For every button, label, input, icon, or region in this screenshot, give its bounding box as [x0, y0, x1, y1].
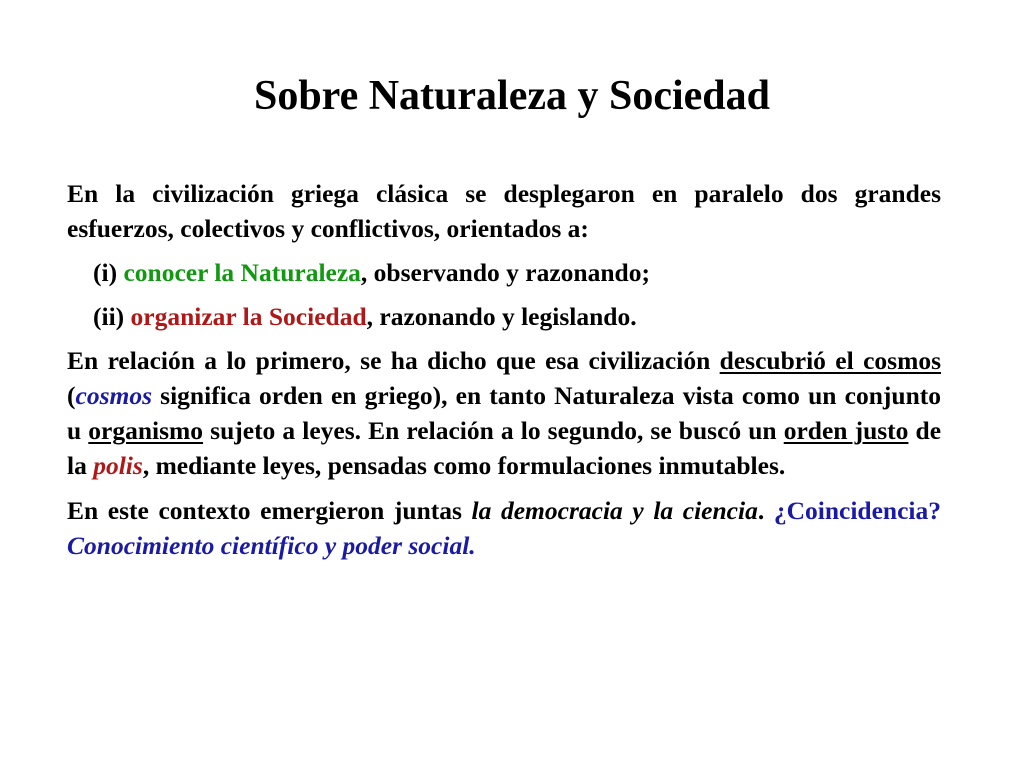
text-run: ( — [67, 381, 76, 410]
cosmos-term: cosmos — [75, 381, 152, 410]
cosmos-paragraph — [67, 343, 941, 483]
question-phrase: ¿Coincidencia? — [773, 496, 942, 525]
text-run: En relación a lo primero, se ha dicho que esa civilización — [67, 346, 720, 375]
text-run: significa orden en griego), en tanto Naturaleza vista como un conjunto u — [67, 381, 941, 445]
slide-body — [67, 176, 941, 563]
underlined-phrase: orden justo — [783, 416, 909, 445]
closing-phrase: Conocimiento científico y poder social. — [67, 531, 476, 560]
text-run: sujeto a leyes. En relación a lo segundo, se buscó un — [203, 416, 784, 445]
list-item-society — [93, 299, 941, 334]
text-run: . — [757, 496, 765, 525]
underlined-phrase: descubrió el cosmos — [719, 346, 941, 375]
emphasis-phrase: la democracia y la ciencia — [471, 496, 758, 525]
slide-title: Sobre Naturaleza y Sociedad — [253, 73, 771, 119]
intro-paragraph: En la civilización griega clásica se desplegaron en paralelo dos grandes esfuerzos, colectivos y conflictivos, orientados a: — [67, 179, 941, 243]
item-highlight-society: organizar la Sociedad — [130, 302, 367, 331]
underlined-phrase: organismo — [88, 416, 204, 445]
text-run: , mediante leyes, pensadas como formulaciones inmutables. — [142, 451, 786, 480]
conclusion-paragraph — [67, 493, 941, 563]
text-run: En este contexto emergieron juntas — [67, 496, 472, 525]
item-marker: (i) — [93, 258, 118, 287]
item-highlight-nature: conocer la Naturaleza — [123, 258, 361, 287]
text-run: de la — [67, 416, 942, 480]
item-marker: (ii) — [93, 302, 125, 331]
polis-term: polis — [93, 451, 143, 480]
item-rest: , observando y razonando; — [360, 258, 650, 287]
item-rest: , razonando y legislando. — [366, 302, 637, 331]
list-item-nature — [93, 255, 941, 290]
